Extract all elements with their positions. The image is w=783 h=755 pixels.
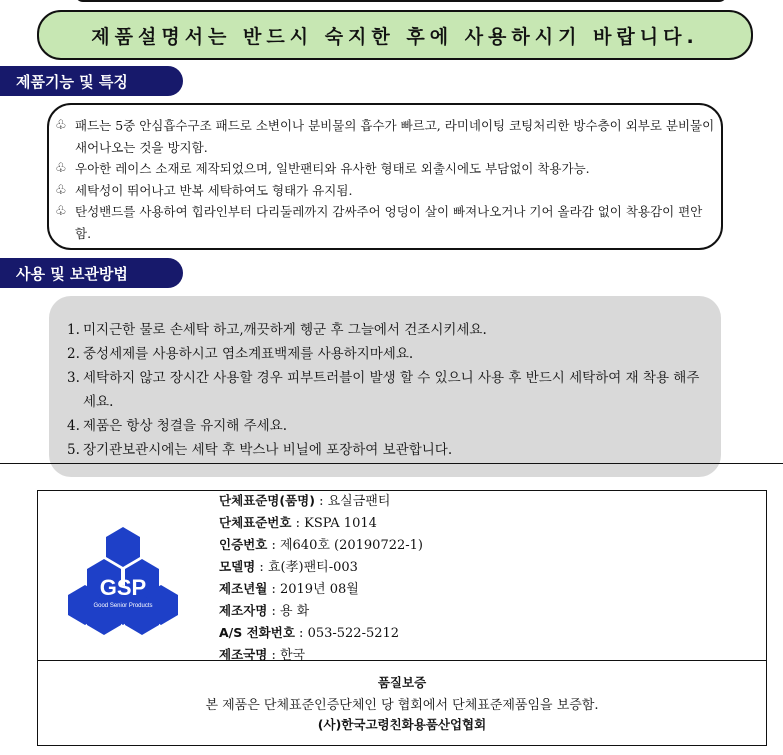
feature-item: ♧ 패드는 5중 안심흡수구조 패드로 소변이나 분비물의 흡수가 빠르고, 라미네이팅 코팅처리한 방수층이 외부로 분비물이 새어나오는 것을 방지함. — [55, 115, 715, 158]
features-header-label: 제품기능 및 특징 — [16, 72, 128, 91]
product-info-list — [219, 490, 423, 666]
info-row: 제조년월 : 2019년 08월 — [219, 581, 359, 597]
quality-title: 품질보증 — [377, 675, 427, 690]
feature-item: ♧ 탄성밴드를 사용하여 힙라인부터 다리둘레까지 감싸주어 엉덩이 살이 빠져나오거나 기어 올라감 없이 착용감이 편안함. — [55, 201, 715, 244]
usage-item: 4. 제품은 항상 청결을 유지해 주세요. — [67, 418, 288, 434]
info-row: A/S 전화번호 : 053-522-5212 — [219, 625, 400, 641]
features-box — [47, 103, 723, 250]
feature-item: ♧ 우아한 레이스 소재로 제작되었으며, 일반팬티와 유사한 형태로 외출시에도 부담없이 착용가능. — [55, 158, 715, 180]
usage-item: 1. 미지근한 물로 손세탁 하고,깨끗하게 헹군 후 그늘에서 건조시키세요. — [67, 322, 487, 338]
section-divider — [0, 463, 783, 464]
quality-text: 본 제품은 단체표준인증단체인 당 협회에서 단체표준제품임을 보증함. — [205, 698, 599, 713]
clover-bullet-icon: ♧ — [55, 118, 67, 133]
quality-org: (사)한국고령친화용품산업협회 — [317, 717, 487, 732]
info-row: 제조국명 : 한국 — [219, 647, 306, 663]
top-box-edge — [75, 0, 727, 2]
usage-item: 5. 장기관보관시에는 세탁 후 박스나 비닐에 포장하여 보관합니다. — [67, 442, 453, 458]
info-row: 인증번호 : 제640호 (20190722-1) — [219, 537, 424, 553]
gsp-logo — [68, 527, 178, 635]
clover-bullet-icon: ♧ — [55, 204, 67, 219]
usage-header-label: 사용 및 보관방법 — [16, 264, 128, 283]
features-header — [0, 66, 183, 96]
product-info-top — [38, 491, 766, 661]
usage-item: 2. 중성세제를 사용하시고 염소계표백제를 사용하지마세요. — [67, 346, 414, 362]
product-info-table — [37, 490, 767, 746]
usage-item: 3. 세탁하지 않고 장시간 사용할 경우 피부트러블이 발생 할 수 있으니 사용 후 반드시 세탁하여 재 착용 해주세요. — [67, 370, 700, 410]
feature-item: ♧ 세탁성이 뛰어나고 반복 세탁하여도 형태가 유지됨. — [55, 180, 715, 202]
gsp-logo-subtext: Good Senior Products — [93, 603, 153, 609]
notice-banner-text: 제품설명서는 반드시 숙지한 후에 사용하시기 바랍니다. — [91, 25, 699, 48]
info-row: 단체표준명(품명) : 요실금팬티 — [219, 493, 391, 509]
info-row: 단체표준번호 : KSPA 1014 — [219, 515, 377, 531]
info-row: 모델명 : 효(孝)팬티-003 — [219, 559, 358, 575]
notice-banner — [37, 10, 753, 60]
usage-box — [49, 296, 721, 477]
clover-bullet-icon: ♧ — [55, 182, 67, 198]
clover-bullet-icon: ♧ — [55, 161, 67, 176]
usage-header — [0, 258, 183, 288]
info-row: 제조자명 : 용 화 — [219, 603, 310, 619]
gsp-logo-text: GSP — [99, 575, 147, 600]
